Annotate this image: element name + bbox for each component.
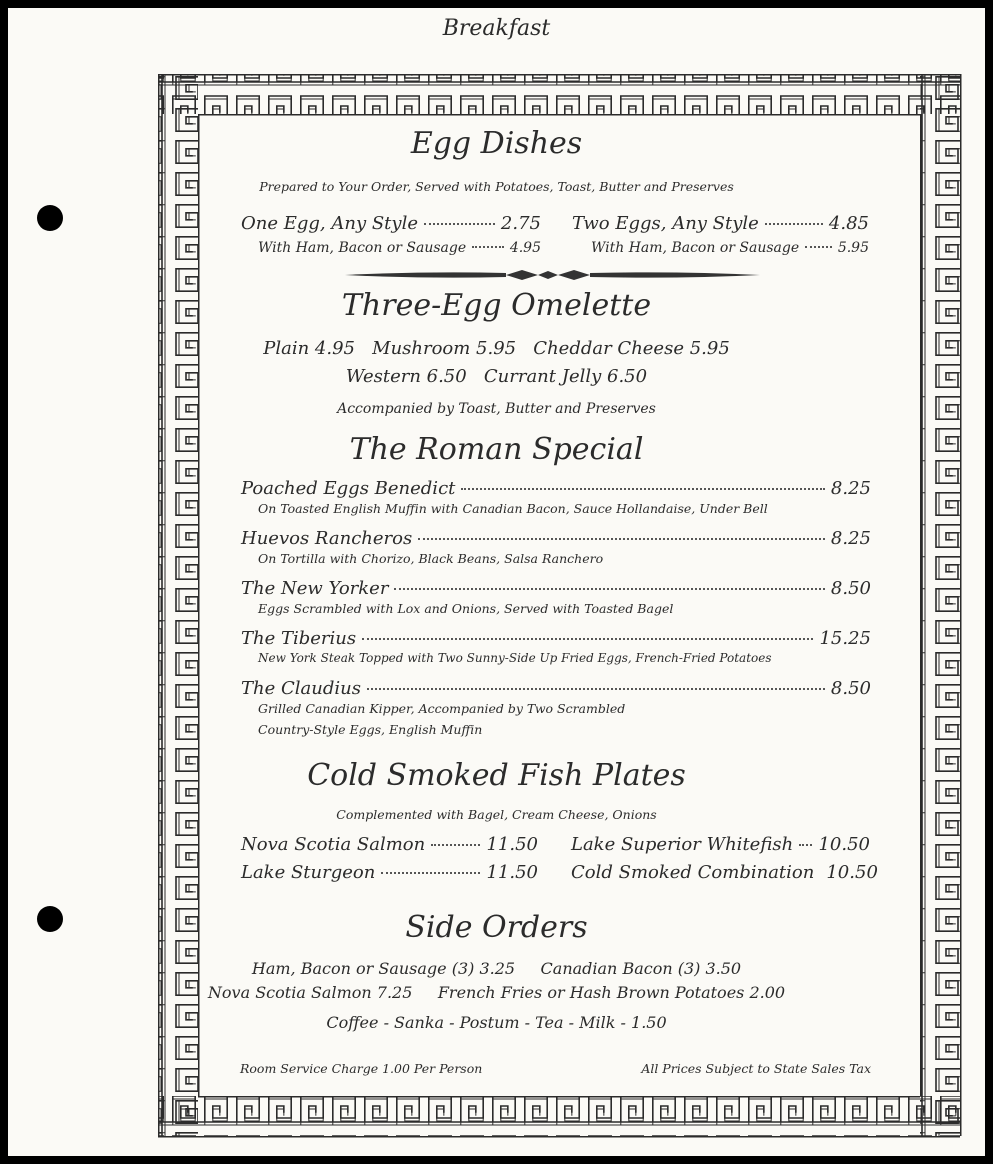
item-name: The Tiberius [241,628,357,649]
item-description: On Toasted English Muffin with Canadian Bacon, Sauce Hollandaise, Under Bell [258,501,768,516]
menu-item [241,628,871,649]
sides-heading: Side Orders [405,910,588,945]
item-price: 8.50 [830,578,871,599]
leader-dots [431,844,480,846]
leader-dots [362,638,813,640]
item-price: 11.50 [486,862,538,883]
item-price: 5.95 [837,240,869,256]
egg-dishes-heading: Egg Dishes [410,126,583,161]
leader-dots [461,488,825,490]
item-price: 8.50 [830,678,871,699]
item-name: The New Yorker [241,578,389,599]
menu-item [572,213,869,234]
item-price: 2.75 [500,213,541,234]
border-rule [198,114,200,1096]
leader-dots [381,872,480,874]
menu-item [241,578,871,599]
fish-heading: Cold Smoked Fish Plates [307,758,686,793]
omelette-line-2: Western 6.50 Currant Jelly 6.50 [345,366,648,387]
sides-line-3: Coffee - Sanka - Postum - Tea - Milk - 1.50 [326,1013,667,1032]
menu-item [571,834,870,855]
border-rule [158,74,960,76]
omelette-heading: Three-Egg Omelette [341,288,652,323]
fish-subtitle: Complemented with Bagel, Cream Cheese, Onions [336,807,657,822]
menu-item [241,862,538,883]
leader-dots [418,538,825,540]
menu-page [8,8,985,1156]
item-name: Poached Eggs Benedict [241,478,456,499]
item-name: Huevos Rancheros [241,528,413,549]
page-title: Breakfast [442,16,551,41]
item-price: 8.25 [830,528,871,549]
item-name: Two Eggs, Any Style [572,213,759,234]
sides-line-2: Nova Scotia Salmon 7.25 French Fries or Hash Brown Potatoes 2.00 [207,983,786,1002]
menu-item [241,213,541,234]
footer-right: All Prices Subject to State Sales Tax [641,1061,871,1076]
item-price: 10.50 [826,862,878,883]
leader-dots [765,223,823,225]
leader-dots [424,223,495,225]
leader-dots [367,688,825,690]
item-name: Cold Smoked Combination [571,862,815,883]
border-rule [198,114,920,116]
item-name: One Egg, Any Style [241,213,418,234]
item-price: 4.95 [509,240,541,256]
item-name: Nova Scotia Salmon [241,834,426,855]
menu-item [258,240,541,256]
menu-item [571,862,878,883]
item-name: With Ham, Bacon or Sausage [258,240,467,256]
border-rule [920,114,922,1096]
footer-left: Room Service Charge 1.00 Per Person [240,1061,483,1076]
leader-dots [799,844,812,846]
item-description: Country-Style Eggs, English Muffin [258,722,483,737]
item-price: 4.85 [828,213,869,234]
item-name: Lake Superior Whitefish [571,834,794,855]
item-description: Grilled Canadian Kipper, Accompanied by Two Scrambled [258,701,626,716]
omelette-note: Accompanied by Toast, Butter and Preserves [337,401,656,417]
border-top [158,74,960,114]
border-rule [158,1136,960,1138]
roman-special-heading: The Roman Special [349,432,644,467]
menu-item [241,528,871,549]
item-price: 10.50 [818,834,870,855]
item-description: New York Steak Topped with Two Sunny-Side Up Fried Eggs, French-Fried Potatoes [258,651,772,665]
item-price: 8.25 [830,478,871,499]
border-bottom [158,1096,960,1136]
item-name: With Ham, Bacon or Sausage [591,240,800,256]
item-name: Lake Sturgeon [241,862,376,883]
item-description: Eggs Scrambled with Lox and Onions, Served with Toasted Bagel [258,601,674,616]
item-description: On Tortilla with Chorizo, Black Beans, Salsa Ranchero [258,551,604,566]
menu-item [241,678,871,699]
menu-item [591,240,869,256]
menu-item [241,478,871,499]
border-rule [198,1096,920,1098]
ornamental-divider [8,265,985,285]
item-price: 11.50 [486,834,538,855]
leader-dots [805,246,832,248]
omelette-line-1: Plain 4.95 Mushroom 5.95 Cheddar Cheese 5.95 [263,338,730,359]
menu-item [241,834,538,855]
leader-dots [394,588,824,590]
egg-dishes-subtitle: Prepared to Your Order, Served with Potatoes, Toast, Butter and Preserves [259,179,734,194]
leader-dots [472,246,504,248]
item-price: 15.25 [819,628,871,649]
item-name: The Claudius [241,678,361,699]
sides-line-1: Ham, Bacon or Sausage (3) 3.25 Canadian Bacon (3) 3.50 [251,959,742,978]
